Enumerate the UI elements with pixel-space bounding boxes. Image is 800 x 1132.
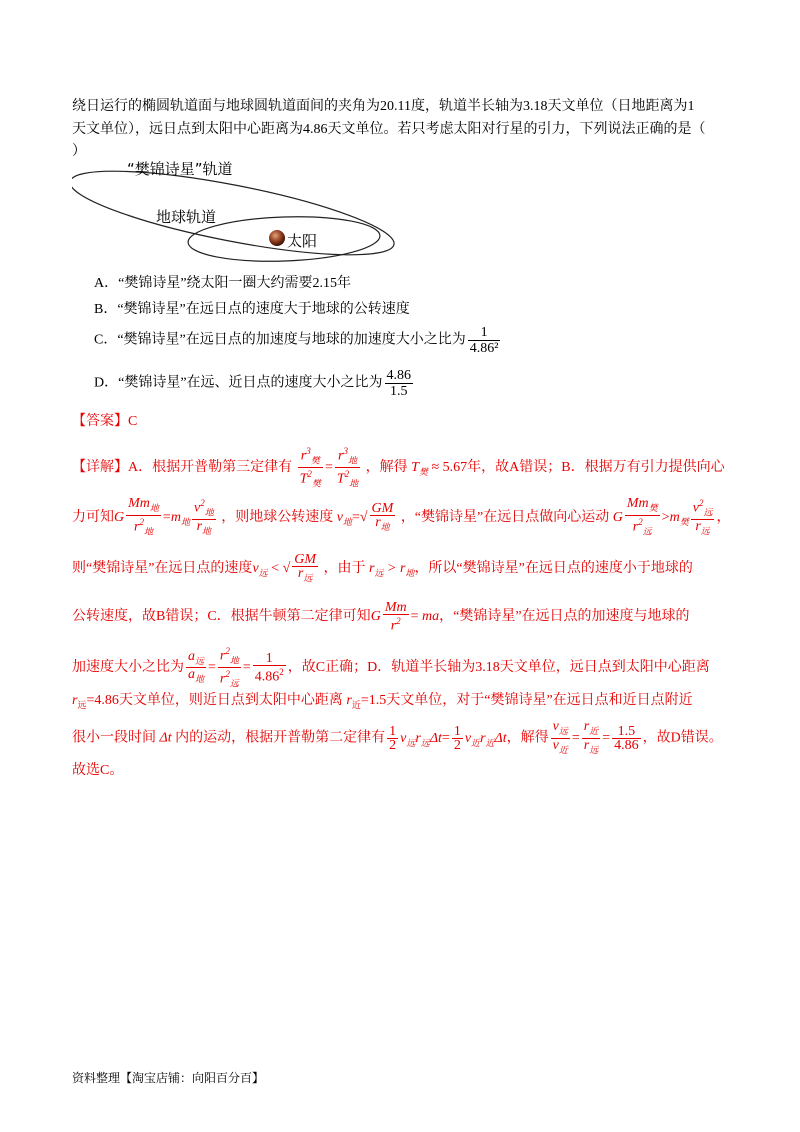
orbit-diagram xyxy=(72,158,402,268)
expl-text: 【详解】A．根据开普勒第三定律有 xyxy=(72,460,293,476)
explanation-line-1: 【详解】A．根据开普勒第三定律有 $\frac{r^3_樊}{T^2_樊}$ = $\frac{r^3_地}{T^2_地}$ ，解得 $T_樊 \approx 5.67$年，故A错误；B．根据万有引力提供向心 xyxy=(72,446,725,489)
answer xyxy=(72,411,137,433)
expl-text: =4.86天文单位，则近日点到太阳中心距离 xyxy=(86,693,343,708)
expl-text: 公转速度，故B错误；C．根据牛顿第二定律可知 xyxy=(72,609,371,625)
fanjinshi-orbit-label: “樊锦诗星”轨道 xyxy=(127,160,233,178)
orbit-diagram-svg xyxy=(72,158,402,268)
option-c-denominator: 4.86² xyxy=(469,341,499,356)
expl-text: ，则地球公转速度 xyxy=(221,509,334,525)
expl-text: 内的运动，根据开普勒第二定律有 xyxy=(175,730,386,746)
question-line-2: 天文单位），远日点到太阳中心距离为4.86天文单位。若只考虑太阳对行星的引力，下列说法正确的是（ xyxy=(72,122,706,137)
kepler3-formula: $\frac{r^3_樊}{T^2_樊}$ xyxy=(299,446,321,489)
option-c-text: C．“樊锦诗星”在远日点的加速度与地球的加速度大小之比为 xyxy=(94,332,466,348)
explanation-line-3: 则“樊锦诗星”在远日点的速度$v_远$ < √ $\frac{GM}{r_远}$ ，由于 $r_远 > r_地$，所以“樊锦诗星”在远日点的速度小于地球的 xyxy=(72,552,693,583)
period-symbol: $T_樊$ xyxy=(411,460,428,477)
expl-text: 很小一段时间 xyxy=(72,730,156,746)
answer-value: C xyxy=(128,414,138,429)
gravity-formula: $\frac{Mm_地}{r^2_地}$ xyxy=(128,496,159,537)
expl-text: ，解得 xyxy=(365,460,408,476)
expl-text: ，“樊锦诗星”在远日点的加速度与地球的 xyxy=(439,609,690,625)
expl-text: =1.5天文单位，对于“樊锦诗星”在远日点和近日点附近 xyxy=(360,693,693,708)
expl-text: 加速度大小之比为 xyxy=(72,660,184,676)
footer-source: 资料整理【淘宝店铺：向阳百分百】 xyxy=(72,1071,265,1085)
explanation-line-6: $r_远=4.86$天文单位，则近日点到太阳中心距离 $r_近=1.5$天文单位，对于“樊锦诗星”在远日点和近日点附近 xyxy=(72,693,693,710)
explanation-conclusion: 故选C。 xyxy=(72,763,124,778)
expl-text: ，“樊锦诗星”在远日点做向心运动 xyxy=(400,509,610,525)
option-a: A．“樊锦诗星”绕太阳一圈大约需要2.15年 xyxy=(94,276,352,291)
expl-text: 年，故A错误；B．根据万有引力提供向心 xyxy=(467,460,725,476)
expl-text: ，由于 xyxy=(323,561,366,577)
sqrt-formula: √ $\frac{GM}{r_地}$ xyxy=(359,500,394,532)
explanation-line-7: 很小一段时间 Δt 内的运动，根据开普勒第二定律有 $\frac{1}{2}$ $v_远r_远\Delta t=$ $\frac{1}{2}$ $v_近r_近\Delta t$，解得 $\frac{v_远}{v_近}$ = $\frac{r_近}{r_远}$ = $\frac{1.5}{4.86}$ ，故D错误。 xyxy=(72,719,723,755)
period-value: ≈ 5.67 xyxy=(431,460,468,476)
option-d-numerator: 4.86 xyxy=(386,368,412,383)
option-b: B．“樊锦诗星”在远日点的速度大于地球的公转速度 xyxy=(94,302,410,317)
earth-orbit-label: 地球轨道 xyxy=(156,208,217,226)
option-d-denominator: 1.5 xyxy=(390,384,408,399)
option-c-fraction xyxy=(468,325,501,356)
answer-label: 【答案】 xyxy=(72,414,128,429)
expl-text: 则“樊锦诗星”在远日点的速度 xyxy=(72,561,253,577)
expl-text: ，故C正确；D．轨道半长轴为3.18天文单位，远日点到太阳中心距离 xyxy=(287,660,710,676)
explanation-line-5: 加速度大小之比为 $\frac{a_远}{a_地}$ = $\frac{r^2_地}{r^2_远}$ = $\frac{1}{4.86^2}$ ，故C正确；D．轨道半长轴为3.18天文单位，远日点到太阳中心距离 xyxy=(72,646,710,689)
expl-text: ，故D错误。 xyxy=(642,730,723,746)
expl-text: ， xyxy=(716,509,731,525)
sun-icon xyxy=(269,230,285,246)
explanation-line-4: 公转速度，故B错误；C．根据牛顿第二定律可知G $\frac{Mm}{r^2}$ = ma，“樊锦诗星”在远日点的加速度与地球的 xyxy=(72,600,690,634)
expl-text: 力可知 xyxy=(72,509,114,525)
question-line-1: 绕日运行的椭圆轨道面与地球圆轨道面间的夹角为20.11度，轨道半长轴为3.18天文单位（日地距离为1 xyxy=(72,99,695,114)
explanation-line-2: 力可知G $\frac{Mm_地}{r^2_地}$ $=m_地$ $\frac{v^2_地}{r_地}$ ，则地球公转速度 $v_地=√$ $\frac{GM}{r_地}$ ，“樊锦诗星”在远日点做向心运动 G $\frac{Mm_樊}{r^2_远}$ $>m_樊$ $\frac{v^2_远}{r_远}$ ， xyxy=(72,496,731,537)
fanjinshi-orbit-ellipse xyxy=(72,158,399,268)
option-c-numerator: 1 xyxy=(468,325,501,341)
question-line-3: ） xyxy=(72,144,86,159)
kepler3-formula-rhs: $\frac{r^3_地}{T^2_地}$ xyxy=(336,446,359,489)
option-d xyxy=(94,368,415,399)
option-c xyxy=(94,325,502,356)
expl-text: ，所以“樊锦诗星”在远日点的速度小于地球的 xyxy=(414,561,693,577)
option-d-text: D．“樊锦诗星”在远、近日点的速度大小之比为 xyxy=(94,375,383,391)
option-d-fraction xyxy=(385,368,414,399)
sun-label: 太阳 xyxy=(287,232,318,250)
expl-text: ，解得 xyxy=(506,730,549,746)
